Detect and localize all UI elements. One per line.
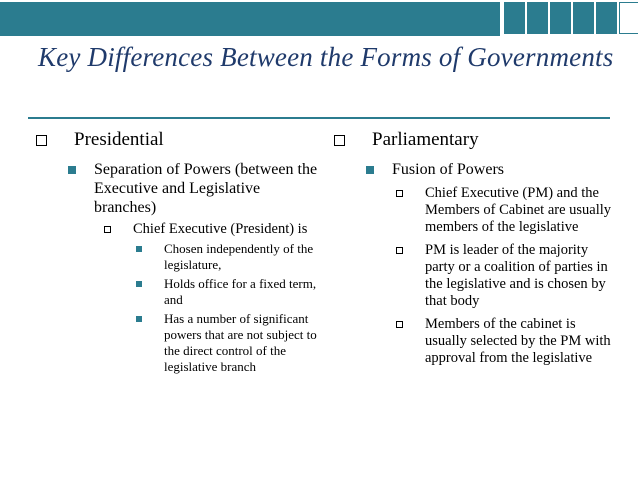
top-bar-cell xyxy=(504,2,525,34)
top-bar-strip xyxy=(0,2,500,36)
top-bar-cells xyxy=(504,2,638,34)
parliamentary-item-row xyxy=(396,242,620,310)
title-divider xyxy=(28,117,610,119)
presidential-point-row xyxy=(136,241,322,273)
presidential-point-text: Has a number of significant powers that are not subject to the direct control of the legislative branch xyxy=(164,311,317,374)
square-bullet-icon xyxy=(36,135,47,146)
presidential-heading: Presidential xyxy=(74,129,164,150)
parliamentary-item-text: PM is leader of the majority party or a coalition of parties in the legislative and is chosen by that body xyxy=(425,242,608,309)
presidential-point-text: Chosen independently of the legislature, xyxy=(164,241,314,272)
fusion-of-powers-row xyxy=(366,160,620,179)
filled-square-bullet-icon xyxy=(366,166,374,174)
parliamentary-item-row xyxy=(396,185,620,236)
filled-square-bullet-icon xyxy=(68,166,76,174)
chief-executive-text: Chief Executive (President) is xyxy=(133,221,308,237)
square-bullet-icon xyxy=(396,190,403,197)
filled-square-bullet-icon xyxy=(136,281,142,287)
top-bar-cell xyxy=(573,2,594,34)
presidential-column xyxy=(32,128,322,375)
top-decorative-bar xyxy=(0,2,638,36)
separation-of-powers-text: Separation of Powers (between the Executive and Legislative branches) xyxy=(94,161,318,216)
slide-title: Key Differences Between the Forms of Governments xyxy=(38,42,614,72)
top-bar-cell-outline xyxy=(619,2,638,34)
square-bullet-icon xyxy=(396,321,403,328)
fusion-of-powers-text: Fusion of Powers xyxy=(392,161,505,178)
top-bar-cell xyxy=(550,2,571,34)
filled-square-bullet-icon xyxy=(136,246,142,252)
parliamentary-item-row xyxy=(396,316,620,367)
parliamentary-column xyxy=(330,128,620,367)
square-bullet-icon xyxy=(396,247,403,254)
separation-of-powers-row xyxy=(68,160,322,217)
filled-square-bullet-icon xyxy=(136,316,142,322)
presidential-point-text: Holds office for a fixed term, and xyxy=(164,276,317,307)
parliamentary-heading: Parliamentary xyxy=(372,129,479,150)
parliamentary-item-text: Chief Executive (PM) and the Members of Cabinet are usually members of the legislative xyxy=(425,185,612,235)
square-bullet-icon xyxy=(104,226,111,233)
square-bullet-icon xyxy=(334,135,345,146)
presidential-point-row xyxy=(136,311,322,375)
presidential-point-row xyxy=(136,276,322,308)
top-bar-cell xyxy=(527,2,548,34)
top-bar-cell xyxy=(596,2,617,34)
presidential-heading-row xyxy=(32,128,322,152)
parliamentary-heading-row xyxy=(330,128,620,152)
parliamentary-item-text: Members of the cabinet is usually selected by the PM with approval from the legislative xyxy=(425,316,611,366)
chief-executive-row xyxy=(104,221,322,238)
